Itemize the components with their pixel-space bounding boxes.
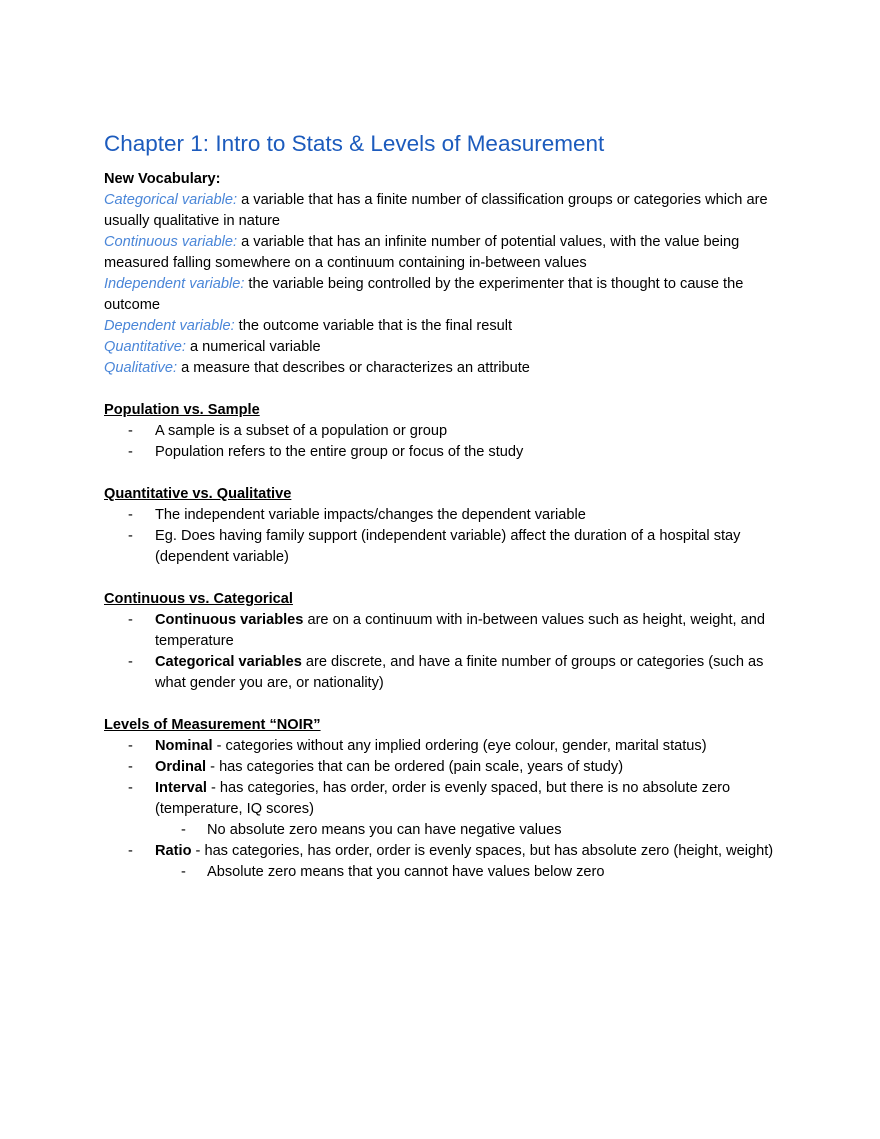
vocab-term: Quantitative: bbox=[104, 339, 186, 355]
bold-term: Categorical variables bbox=[155, 654, 302, 670]
vocab-term: Qualitative: bbox=[104, 360, 178, 376]
bold-term: Ratio bbox=[155, 843, 192, 859]
sub-list-item: - Absolute zero means that you cannot have values below zero bbox=[155, 862, 784, 883]
sub-list bbox=[155, 820, 784, 841]
list-item-ordinal bbox=[104, 757, 784, 778]
list-item: - The independent variable impacts/changes the dependent variable bbox=[104, 505, 784, 526]
spacer bbox=[104, 379, 784, 400]
noir-list bbox=[104, 736, 784, 883]
vocab-entry-continuous bbox=[104, 232, 784, 274]
vocab-definition: a variable that has an infinite number of potential values, with the value being measured falling somewhere on a continuum containing in-between values bbox=[104, 234, 740, 271]
vocab-entry-independent bbox=[104, 274, 784, 316]
quant-qual-list bbox=[104, 505, 784, 568]
vocab-term: Categorical variable: bbox=[104, 192, 238, 208]
page-title: Chapter 1: Intro to Stats & Levels of Measurement bbox=[104, 131, 605, 156]
vocab-entry-quantitative bbox=[104, 337, 784, 358]
item-text: - has categories, has order, order is evenly spaces, but has absolute zero (height, weight) bbox=[191, 843, 774, 859]
list-item-ratio bbox=[104, 841, 784, 883]
item-text: are on a continuum with in-between values such as height, weight, and temperature bbox=[155, 612, 766, 649]
item-text: - has categories that can be ordered (pain scale, years of study) bbox=[206, 759, 624, 775]
vocab-entry-categorical bbox=[104, 190, 784, 232]
cont-cat-list bbox=[104, 610, 784, 694]
vocab-definition: a variable that has a finite number of classification groups or categories which are usually qualitative in nature bbox=[104, 192, 768, 229]
vocab-heading: New Vocabulary: bbox=[104, 171, 221, 187]
bold-term: Nominal bbox=[155, 738, 213, 754]
vocab-definition: a numerical variable bbox=[185, 339, 321, 355]
vocab-definition: the outcome variable that is the final result bbox=[234, 318, 513, 334]
spacer bbox=[104, 694, 784, 715]
list-item: - Population refers to the entire group or focus of the study bbox=[104, 442, 784, 463]
document-content bbox=[104, 128, 784, 883]
bold-term: Continuous variables bbox=[155, 612, 304, 628]
bold-term: Interval bbox=[155, 780, 207, 796]
list-item-nominal bbox=[104, 736, 784, 757]
vocab-term: Continuous variable: bbox=[104, 234, 238, 250]
list-item-interval bbox=[104, 778, 784, 841]
spacer bbox=[104, 463, 784, 484]
vocab-definition: a measure that describes or characterizes an attribute bbox=[177, 360, 530, 376]
vocab-term: Dependent variable: bbox=[104, 318, 235, 334]
bold-term: Ordinal bbox=[155, 759, 207, 775]
sub-list-item: - No absolute zero means you can have negative values bbox=[155, 820, 784, 841]
section-heading-noir: Levels of Measurement “NOIR” bbox=[104, 717, 321, 733]
vocab-term: Independent variable: bbox=[104, 276, 245, 292]
list-item bbox=[104, 610, 784, 652]
spacer bbox=[104, 568, 784, 589]
section-heading-population: Population vs. Sample bbox=[104, 402, 260, 418]
sub-list bbox=[155, 862, 784, 883]
item-text: - categories without any implied ordering (eye colour, gender, marital status) bbox=[212, 738, 707, 754]
vocab-definition: the variable being controlled by the experimenter that is thought to cause the outcome bbox=[104, 276, 744, 313]
vocab-entry-qualitative bbox=[104, 358, 784, 379]
list-item bbox=[104, 652, 784, 694]
item-text: - has categories, has order, order is evenly spaced, but there is no absolute zero (temperature, IQ scores) bbox=[155, 780, 731, 817]
item-text: are discrete, and have a finite number of groups or categories (such as what gender you are, or nationality) bbox=[155, 654, 764, 691]
section-heading-quant-qual: Quantitative vs. Qualitative bbox=[104, 486, 292, 502]
vocab-entry-dependent bbox=[104, 316, 784, 337]
population-list bbox=[104, 421, 784, 463]
section-heading-cont-cat: Continuous vs. Categorical bbox=[104, 591, 293, 607]
list-item: - Eg. Does having family support (independent variable) affect the duration of a hospital stay (dependent variable) bbox=[104, 526, 784, 568]
list-item: - A sample is a subset of a population or group bbox=[104, 421, 784, 442]
